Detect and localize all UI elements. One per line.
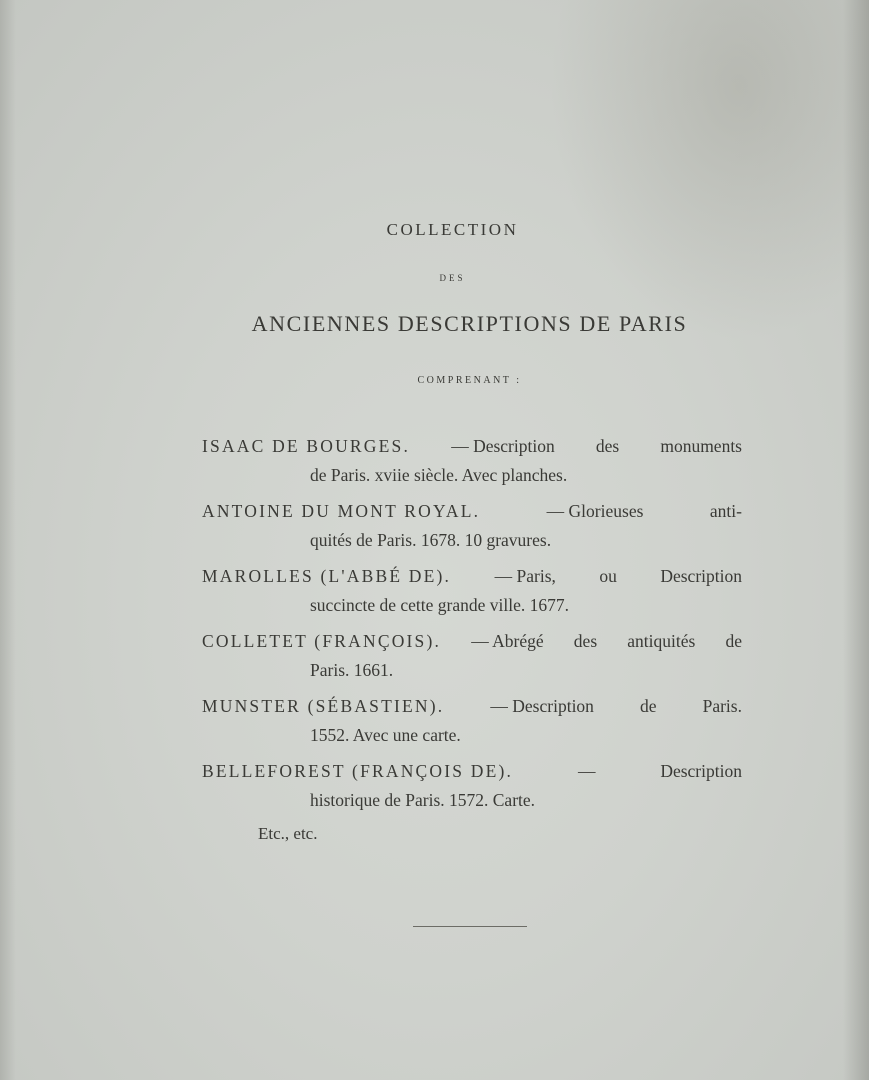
entry-word: — Description xyxy=(451,436,555,456)
entry-word: — Abrégé xyxy=(471,631,544,651)
list-item xyxy=(202,692,742,750)
entry-word: monuments xyxy=(660,436,742,456)
entry-word: — Description xyxy=(490,696,594,716)
entry-second-line: historique de Paris. 1572. Carte. xyxy=(310,790,536,810)
closing-rule xyxy=(413,926,527,927)
entry-first-line xyxy=(202,757,742,786)
list-item xyxy=(202,562,742,620)
entry-word: — xyxy=(577,761,596,781)
list-item xyxy=(202,432,742,490)
entry-word: de xyxy=(725,631,742,651)
entry-word: des xyxy=(595,436,620,456)
entry-second-line: succincte de cette grande ville. 1677. xyxy=(310,595,569,615)
comprenant-heading: COMPRENANT : xyxy=(417,375,522,386)
entry-word: Description xyxy=(660,566,742,586)
collection-heading: COLLECTION xyxy=(386,220,519,239)
entry-word: — Glorieuses xyxy=(546,501,644,521)
etc-text: Etc., etc. xyxy=(258,824,318,843)
entry-author: BELLEFOREST (FRANÇOIS DE). xyxy=(202,761,514,781)
des-heading: DES xyxy=(439,273,466,283)
entry-word: ou xyxy=(599,566,617,586)
entry-first-line xyxy=(202,627,742,656)
list-item xyxy=(202,757,742,815)
page-right-edge-shadow xyxy=(843,0,869,1080)
list-item xyxy=(202,627,742,685)
entries-list xyxy=(202,432,742,822)
entry-author: MUNSTER (SÉBASTIEN). xyxy=(202,696,445,716)
entry-word: antiquités xyxy=(627,631,696,651)
entry-first-line xyxy=(202,432,742,461)
entry-author: COLLETET (FRANÇOIS). xyxy=(202,631,442,651)
list-item xyxy=(202,497,742,555)
entry-second-line: Paris. 1661. xyxy=(310,660,394,680)
entry-author: ANTOINE DU MONT ROYAL. xyxy=(202,501,481,521)
entry-word: des xyxy=(573,631,598,651)
page-left-edge-shadow xyxy=(0,0,16,1080)
entry-first-line xyxy=(202,562,742,591)
page-title: ANCIENNES DESCRIPTIONS DE PARIS xyxy=(251,311,688,336)
entry-second-line: de Paris. xviie siècle. Avec planches. xyxy=(310,465,568,485)
entry-author: ISAAC DE BOURGES. xyxy=(202,436,411,456)
entry-first-line xyxy=(202,497,742,526)
entry-author: MAROLLES (L'ABBÉ DE). xyxy=(202,566,452,586)
entry-second-line: quités de Paris. 1678. 10 gravures. xyxy=(310,530,552,550)
entry-word: Paris. xyxy=(702,696,742,716)
entry-word: — Paris, xyxy=(494,566,556,586)
entry-word: Description xyxy=(660,761,742,781)
entry-second-line: 1552. Avec une carte. xyxy=(310,725,461,745)
entry-first-line xyxy=(202,692,742,721)
entry-word: anti- xyxy=(709,501,742,521)
entry-word: de xyxy=(640,696,657,716)
